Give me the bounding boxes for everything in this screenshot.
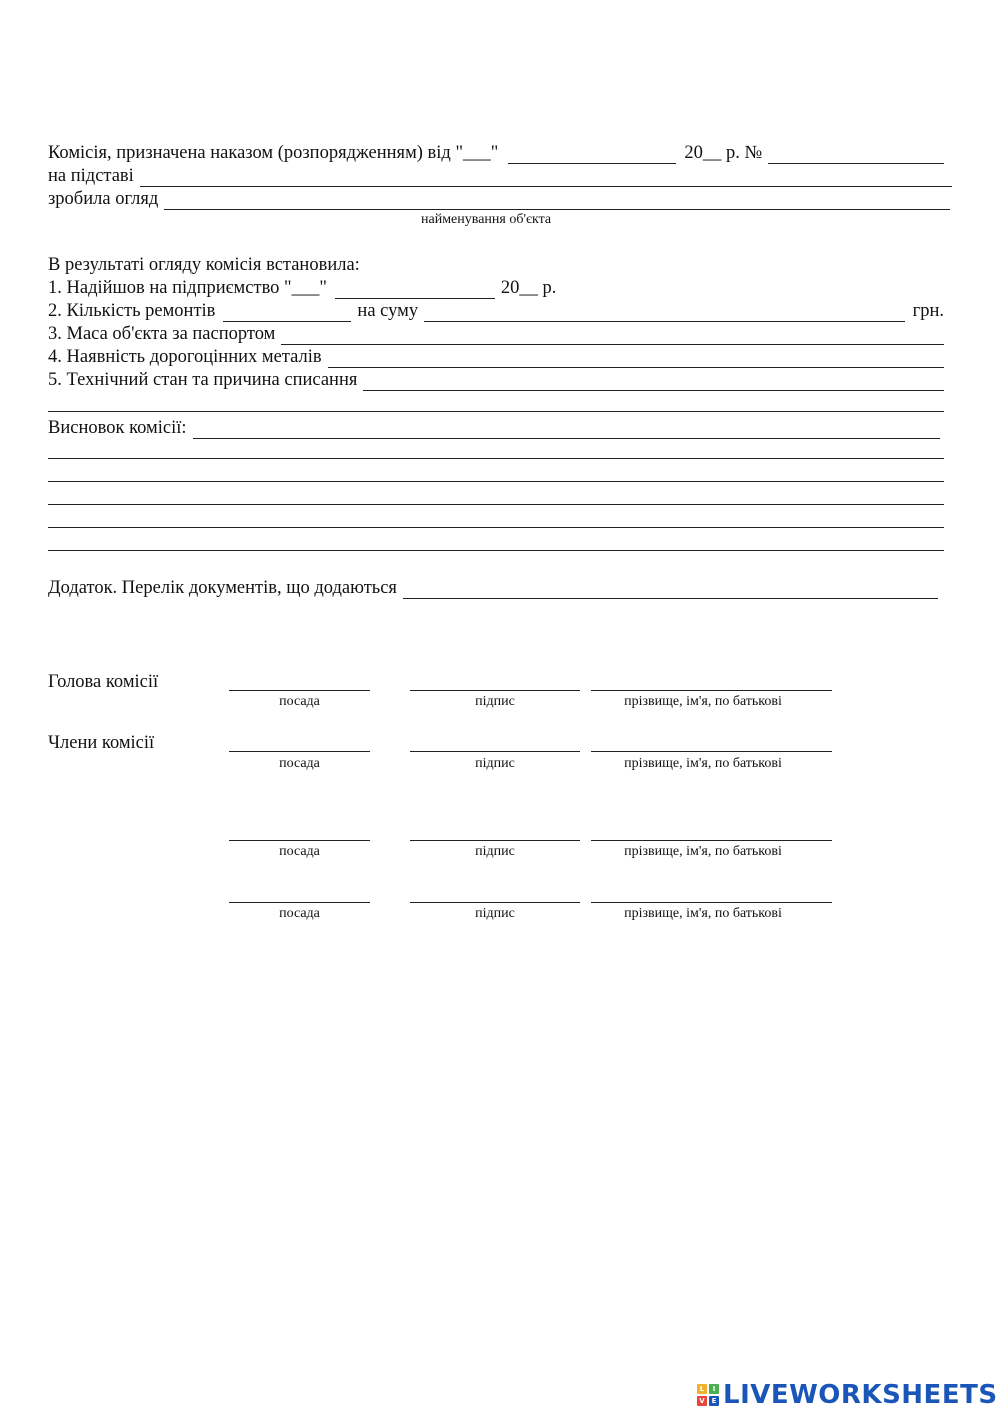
item-3-label: 3. Маса об'єкта за паспортом bbox=[48, 324, 276, 344]
object-caption: найменування об'єкта bbox=[421, 212, 552, 227]
signature-caption: підпис bbox=[475, 844, 515, 859]
inspection-label: зробила огляд bbox=[48, 189, 159, 209]
name-caption: прізвище, ім'я, по батькові bbox=[624, 756, 782, 771]
item-5 bbox=[48, 369, 944, 391]
technical-state-extra-line[interactable] bbox=[48, 411, 944, 412]
liveworksheets-logo-text: LIVEWORKSHEETS bbox=[723, 1380, 998, 1410]
item-2-currency: грн. bbox=[912, 301, 944, 321]
order-date-field[interactable] bbox=[508, 147, 676, 164]
member-3-name-field[interactable] bbox=[591, 902, 832, 903]
repairs-sum-field[interactable] bbox=[424, 305, 905, 322]
conclusion-line-5[interactable] bbox=[48, 527, 944, 528]
member-2-signature-field[interactable] bbox=[410, 840, 580, 841]
position-caption: посада bbox=[279, 694, 320, 709]
logo-mark-e: E bbox=[709, 1396, 719, 1406]
member-1-name-field[interactable] bbox=[591, 751, 832, 752]
basis-label: на підставі bbox=[48, 166, 134, 186]
item-3 bbox=[48, 323, 944, 345]
logo-mark-v: V bbox=[697, 1396, 707, 1406]
item-1-year: 20__ р. bbox=[500, 278, 557, 298]
liveworksheets-logo-icon bbox=[697, 1384, 719, 1406]
position-caption: посада bbox=[279, 906, 320, 921]
precious-metals-field[interactable] bbox=[328, 351, 944, 368]
member-2-position-field[interactable] bbox=[229, 840, 370, 841]
name-caption: прізвище, ім'я, по батькові bbox=[624, 906, 782, 921]
name-caption: прізвище, ім'я, по батькові bbox=[624, 694, 782, 709]
member-1-position-field[interactable] bbox=[229, 751, 370, 752]
chair-name-field[interactable] bbox=[591, 690, 832, 691]
item-1 bbox=[48, 277, 556, 299]
order-year-label: 20__ р. № bbox=[684, 143, 763, 163]
order-line bbox=[48, 142, 944, 164]
members-label: Члени комісії bbox=[48, 733, 155, 753]
conclusion-line-3[interactable] bbox=[48, 481, 944, 482]
appendix-field[interactable] bbox=[403, 582, 938, 599]
conclusion-line-2[interactable] bbox=[48, 458, 944, 459]
basis-line bbox=[48, 165, 952, 187]
chair-label: Голова комісії bbox=[48, 672, 159, 692]
position-caption: посада bbox=[279, 756, 320, 771]
item-1-label: 1. Надійшов на підприємство "___" bbox=[48, 278, 327, 298]
liveworksheets-logo bbox=[697, 1378, 998, 1412]
item-2 bbox=[48, 300, 944, 322]
name-caption: прізвище, ім'я, по батькові bbox=[624, 844, 782, 859]
findings-intro-text: В результаті огляду комісія встановила: bbox=[48, 255, 360, 275]
conclusion-field[interactable] bbox=[193, 422, 941, 439]
signature-caption: підпис bbox=[475, 756, 515, 771]
member-1-signature-field[interactable] bbox=[410, 751, 580, 752]
appendix-label: Додаток. Перелік документів, що додаються bbox=[48, 578, 397, 598]
item-1-date-field[interactable] bbox=[335, 282, 495, 299]
member-3-position-field[interactable] bbox=[229, 902, 370, 903]
signature-caption: підпис bbox=[475, 906, 515, 921]
repairs-count-field[interactable] bbox=[223, 305, 351, 322]
member-2-name-field[interactable] bbox=[591, 840, 832, 841]
technical-state-field[interactable] bbox=[363, 374, 944, 391]
conclusion-line-6[interactable] bbox=[48, 550, 944, 551]
logo-mark-i: I bbox=[709, 1384, 719, 1394]
signature-caption: підпис bbox=[475, 694, 515, 709]
basis-field[interactable] bbox=[140, 170, 952, 187]
position-caption: посада bbox=[279, 844, 320, 859]
item-2-sum-label: на суму bbox=[357, 301, 419, 321]
inspection-object-field[interactable] bbox=[164, 193, 950, 210]
inspection-line bbox=[48, 188, 950, 210]
conclusion-line bbox=[48, 417, 940, 439]
conclusion-line-4[interactable] bbox=[48, 504, 944, 505]
order-number-field[interactable] bbox=[768, 147, 944, 164]
member-3-signature-field[interactable] bbox=[410, 902, 580, 903]
logo-mark-l: L bbox=[697, 1384, 707, 1394]
mass-field[interactable] bbox=[281, 328, 944, 345]
chair-position-field[interactable] bbox=[229, 690, 370, 691]
item-5-label: 5. Технічний стан та причина списання bbox=[48, 370, 358, 390]
chair-signature-field[interactable] bbox=[410, 690, 580, 691]
item-2-label: 2. Кількість ремонтів bbox=[48, 301, 216, 321]
order-line-label: Комісія, призначена наказом (розпорядженням) від "___" bbox=[48, 143, 499, 163]
findings-intro bbox=[48, 254, 360, 276]
item-4 bbox=[48, 346, 944, 368]
conclusion-label: Висновок комісії: bbox=[48, 418, 187, 438]
item-4-label: 4. Наявність дорогоцінних металів bbox=[48, 347, 322, 367]
appendix-line bbox=[48, 577, 938, 599]
